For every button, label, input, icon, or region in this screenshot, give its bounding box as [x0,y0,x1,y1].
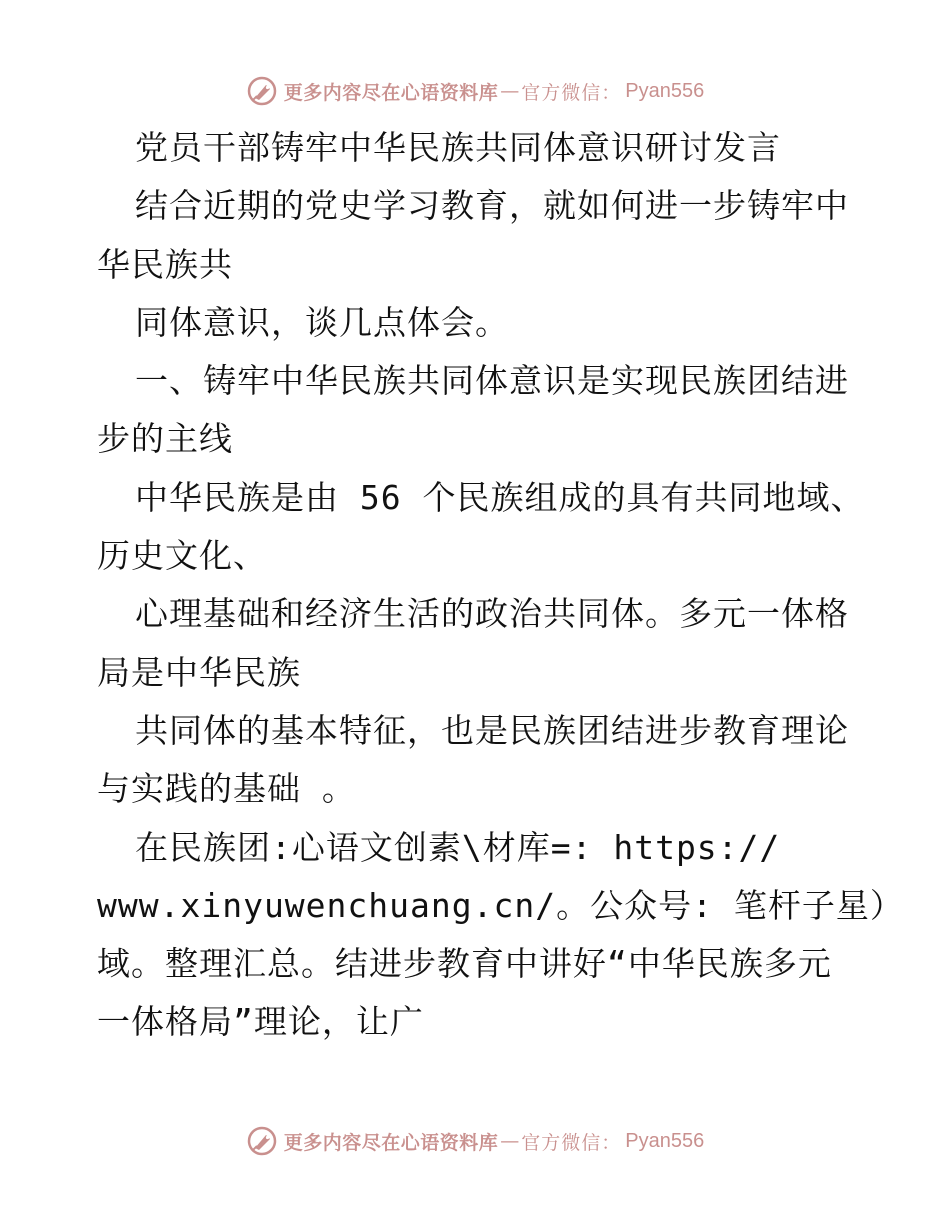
paragraph-line: 历史文化、 [97,536,267,576]
paragraph-line: www.xinyuwenchuang.cn/。公众号: 笔杆子星） [97,885,904,925]
section-heading-continued: 步的主线 [97,419,233,459]
paragraph-line: 心理基础和经济生活的政治共同体。多元一体格 [135,594,849,634]
paragraph-line: 华民族共 [97,244,233,284]
watermark-official-label: 官方微信： [521,81,622,104]
watermark-account: Pyan556 [625,1129,705,1152]
watermark-promo-text: 更多内容尽在心语资料库 [283,81,499,104]
paragraph-line: 结合近期的党史学习教育，就如何进一步铸牢中 [135,186,849,226]
paragraph-line: 共同体的基本特征，也是民族团结进步教育理论 [135,710,849,750]
paragraph-line: 在民族团:心语文创素\材库=: https:// [135,827,781,867]
header-watermark [0,71,950,111]
paragraph-line: 一体格局”理论，让广 [97,1002,424,1042]
document-title: 党员干部铸牢中华民族共同体意识研讨发言 [135,128,781,167]
watermark-official-label: 官方微信： [521,1131,622,1154]
paragraph-line: 局是中华民族 [97,652,301,692]
section-heading: 一、铸牢中华民族共同体意识是实现民族团结进 [135,361,849,401]
footer-watermark [0,1121,950,1161]
pen-nib-logo-icon [246,1125,278,1157]
paragraph-line: 中华民族是由 56 个民族组成的具有共同地域、 [135,477,865,517]
paragraph-line: 同体意识，谈几点体会。 [135,302,509,342]
watermark-separator: — [500,80,520,102]
paragraph-line: 与实践的基础 。 [97,769,356,809]
watermark-account: Pyan556 [625,79,705,102]
document-body [97,119,904,1052]
watermark-separator: — [500,1130,520,1152]
paragraph-line: 域。整理汇总。结进步教育中讲好“中华民族多元 [97,944,832,984]
pen-nib-logo-icon [246,75,278,107]
watermark-promo-text: 更多内容尽在心语资料库 [283,1131,499,1154]
